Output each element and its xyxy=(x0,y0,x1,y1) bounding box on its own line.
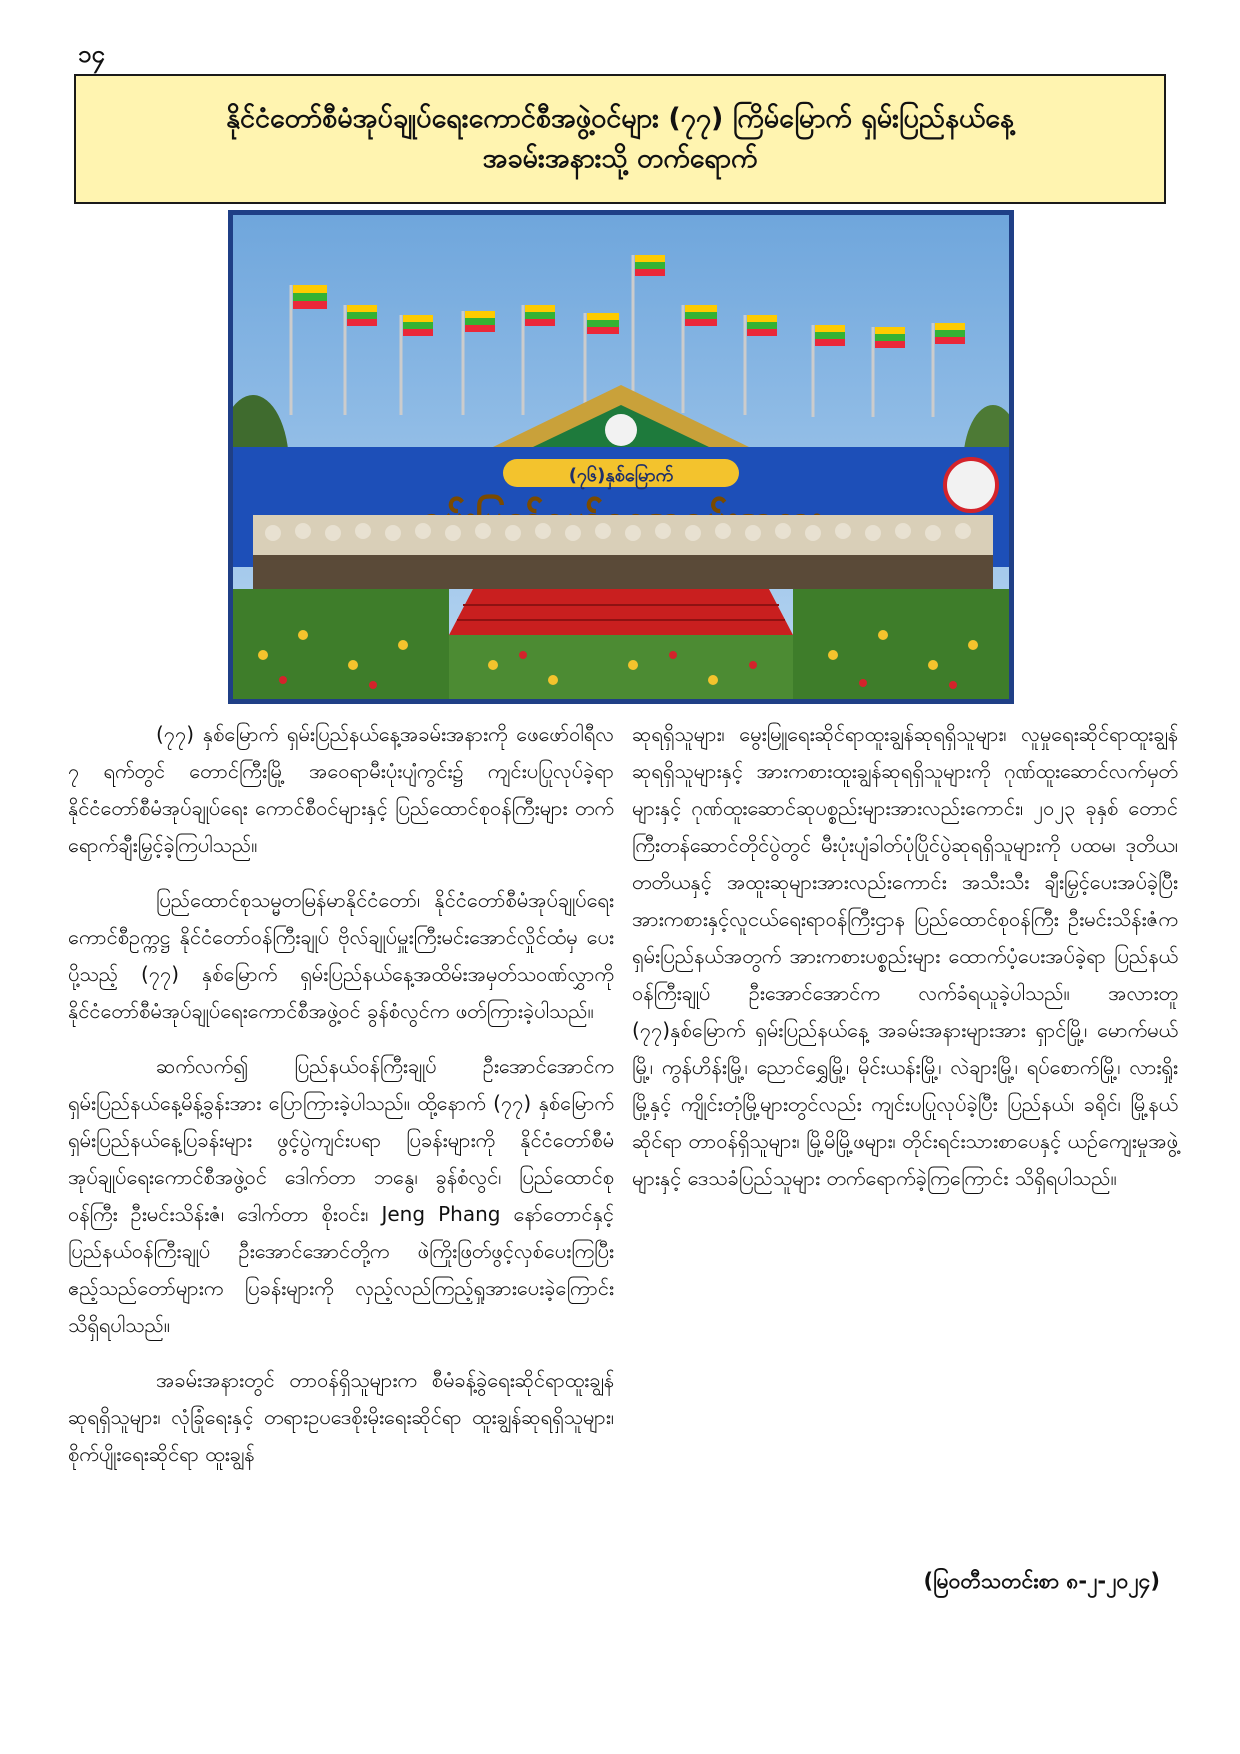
article-paragraph: ပြည်ထောင်စုသမ္မတမြန်မာနိုင်ငံတော်၊ နိုင်ငံတော်စီမံအုပ်ချုပ်ရေးကောင်စီဥက္ကဋ္ဌ နိုင်ငံတော်ဝန်ကြီးချုပ် ဗိုလ်ချုပ်မှူးကြီးမင်းအောင်လှိုင်ထံမှ ပေးပို့သည့် (၇၇) နှစ်မြောက် ရှမ်းပြည်နယ်နေ့အထိမ်းအမှတ်သဝဏ်လွှာကို နိုင်ငံတော်စီမံအုပ်ချုပ်ရေးကောင်စီအဖွဲ့ဝင် ခွန်စံလွင်က ဖတ်ကြားခဲ့ပါသည်။ xyxy=(68,888,614,1023)
banner-subtitle: (၇၆)နှစ်မြောက် xyxy=(568,465,674,486)
article-paragraph: အခမ်းအနားတွင် တာဝန်ရှိသူများက စီမံခန့်ခွဲရေးဆိုင်ရာထူးချွန်ဆုရရှိသူများ၊ လုံခြုံရေးနှင့် တရားဥပဒေစိုးမိုးရေးဆိုင်ရာ ထူးချွန်ဆုရရှိသူများ၊ စိုက်ပျိုးရေးဆိုင်ရာ ထူးချွန် xyxy=(68,1368,614,1466)
article-paragraph: ဆက်လက်၍ ပြည်နယ်ဝန်ကြီးချုပ် ဦးအောင်အောင်က ရှမ်းပြည်နယ်နေ့မိန့်ခွန်းအား ပြောကြားခဲ့ပါသည်။ ထို့နောက် (၇၇) နှစ်မြောက် ရှမ်းပြည်နယ်နေ့ပြခန်းများ ဖွင့်ပွဲကျင်းပရာ ပြခန်းများကို နိုင်ငံတော်စီမံအုပ်ချုပ်ရေးကောင်စီအဖွဲ့ဝင် ဒေါက်တာ ဘနွေ၊ ခွန်စံလွင်၊ ပြည်ထောင်စုဝန်ကြီး ဦးမင်းသိန်းဇံ၊ ဒေါက်တာ စိုးဝင်း၊ Jeng Phang နော်တောင်နှင့် ပြည်နယ်ဝန်ကြီးချုပ် ဦးအောင်အောင်တို့က ဖဲကြိုးဖြတ်ဖွင့်လှစ်ပေးကြပြီး ဧည့်သည်တော်များက ပြခန်းများကို လှည့်လည်ကြည့်ရှုအားပေးခဲ့ကြောင်း သိရှိရပါသည်။ xyxy=(68,1054,614,1337)
article-paragraph: (၇၇) နှစ်မြောက် ရှမ်းပြည်နယ်နေ့အခမ်းအနားကို ဖေဖော်ဝါရီလ ၇ ရက်တွင် တောင်ကြီးမြို့ အဝေရာမီးပုံးပျံကွင်း၌ ကျင်းပပြုလုပ်ခဲ့ရာ နိုင်ငံတော်စီမံအုပ်ချုပ်ရေး ကောင်စီဝင်များနှင့် ပြည်ထောင်စုဝန်ကြီးများ တက်ရောက်ချီးမြှင့်ခဲ့ကြပါသည်။ xyxy=(68,722,614,857)
article-column-left xyxy=(68,716,614,1491)
people-row xyxy=(253,515,993,589)
ceremony-photo-drawing xyxy=(233,215,1009,699)
ceremony-photo xyxy=(228,210,1014,704)
article-title-box xyxy=(74,74,1166,204)
source-citation: (မြဝတီသတင်းစာ ၈-၂-၂၀၂၄) xyxy=(923,1569,1160,1593)
flower-bed-left xyxy=(233,589,449,699)
article-title-line-1: နိုင်ငံတော်စီမံအုပ်ချုပ်ရေးကောင်စီအဖွဲ့ဝင်များ (၇၇) ကြိမ်မြောက် ရှမ်းပြည်နယ်နေ့ xyxy=(226,102,1014,134)
flower-bed-center xyxy=(449,635,793,699)
article-title-line-2: အခမ်းအနားသို့ တက်ရောက် xyxy=(482,143,758,174)
page-number: ၁၄ xyxy=(78,40,105,68)
article-paragraph: ဆုရရှိသူများ၊ မွေးမြူရေးဆိုင်ရာထူးချွန်ဆုရရှိသူများ၊ လူမှုရေးဆိုင်ရာထူးချွန်ဆုရရှိသူများနှင့် အားကစားထူးချွန်ဆုရရှိသူများကို ဂုဏ်ထူးဆောင်လက်မှတ်များနှင့် ဂုဏ်ထူးဆောင်ဆုပစ္စည်းများအားလည်းကောင်း၊ ၂၀၂၃ ခုနှစ် တောင်ကြီးတန်ဆောင်တိုင်ပွဲတွင် မီးပုံးပျံခါတ်ပုံပြိုင်ပွဲဆုရရှိသူများကို ပထမ၊ ဒုတိယ၊ တတိယနှင့် အထူးဆုများအားလည်းကောင်း အသီးသီး ချီးမြှင့်ပေးအပ်ခဲ့ပြီး အားကစားနှင့်လူငယ်ရေးရာဝန်ကြီးဌာန ပြည်ထောင်စုဝန်ကြီး ဦးမင်းသိန်းဇံက ရှမ်းပြည်နယ်အတွက် အားကစားပစ္စည်းများ ထောက်ပံ့ပေးအပ်ခဲ့ရာ ပြည်နယ်ဝန်ကြီးချုပ် ဦးအောင်အောင်က လက်ခံရယူခဲ့ပါသည်။ အလားတူ (၇၇)နှစ်မြောက် ရှမ်းပြည်နယ်နေ့ အခမ်းအနားများအား ရှာင်မြို့၊ မောက်မယ်မြို့၊ ကွန်ဟိန်းမြို့၊ ညောင်ရွှေမြို့၊ မိုင်းယန်းမြို့၊ လဲချားမြို့၊ ရပ်စောက်မြို့၊ လားရှိုးမြို့နှင့် ကျိုင်းတုံမြို့များတွင်လည်း ကျင်းပပြုလုပ်ခဲ့ပြီး ပြည်နယ်၊ ခရိုင်၊ မြို့နယ်ဆိုင်ရာ တာဝန်ရှိသူများ၊ မြို့မိမြို့ဖများ၊ တိုင်းရင်းသားစာပေနှင့် ယဉ်ကျေးမှုအဖွဲ့များနှင့် ဒေသခံပြည်သူများ တက်ရောက်ခဲ့ကြကြောင်း သိရှိရပါသည်။ xyxy=(632,722,1178,1190)
red-carpet xyxy=(449,589,793,635)
emblem-icon xyxy=(945,459,997,511)
article-column-right xyxy=(632,716,1178,1215)
